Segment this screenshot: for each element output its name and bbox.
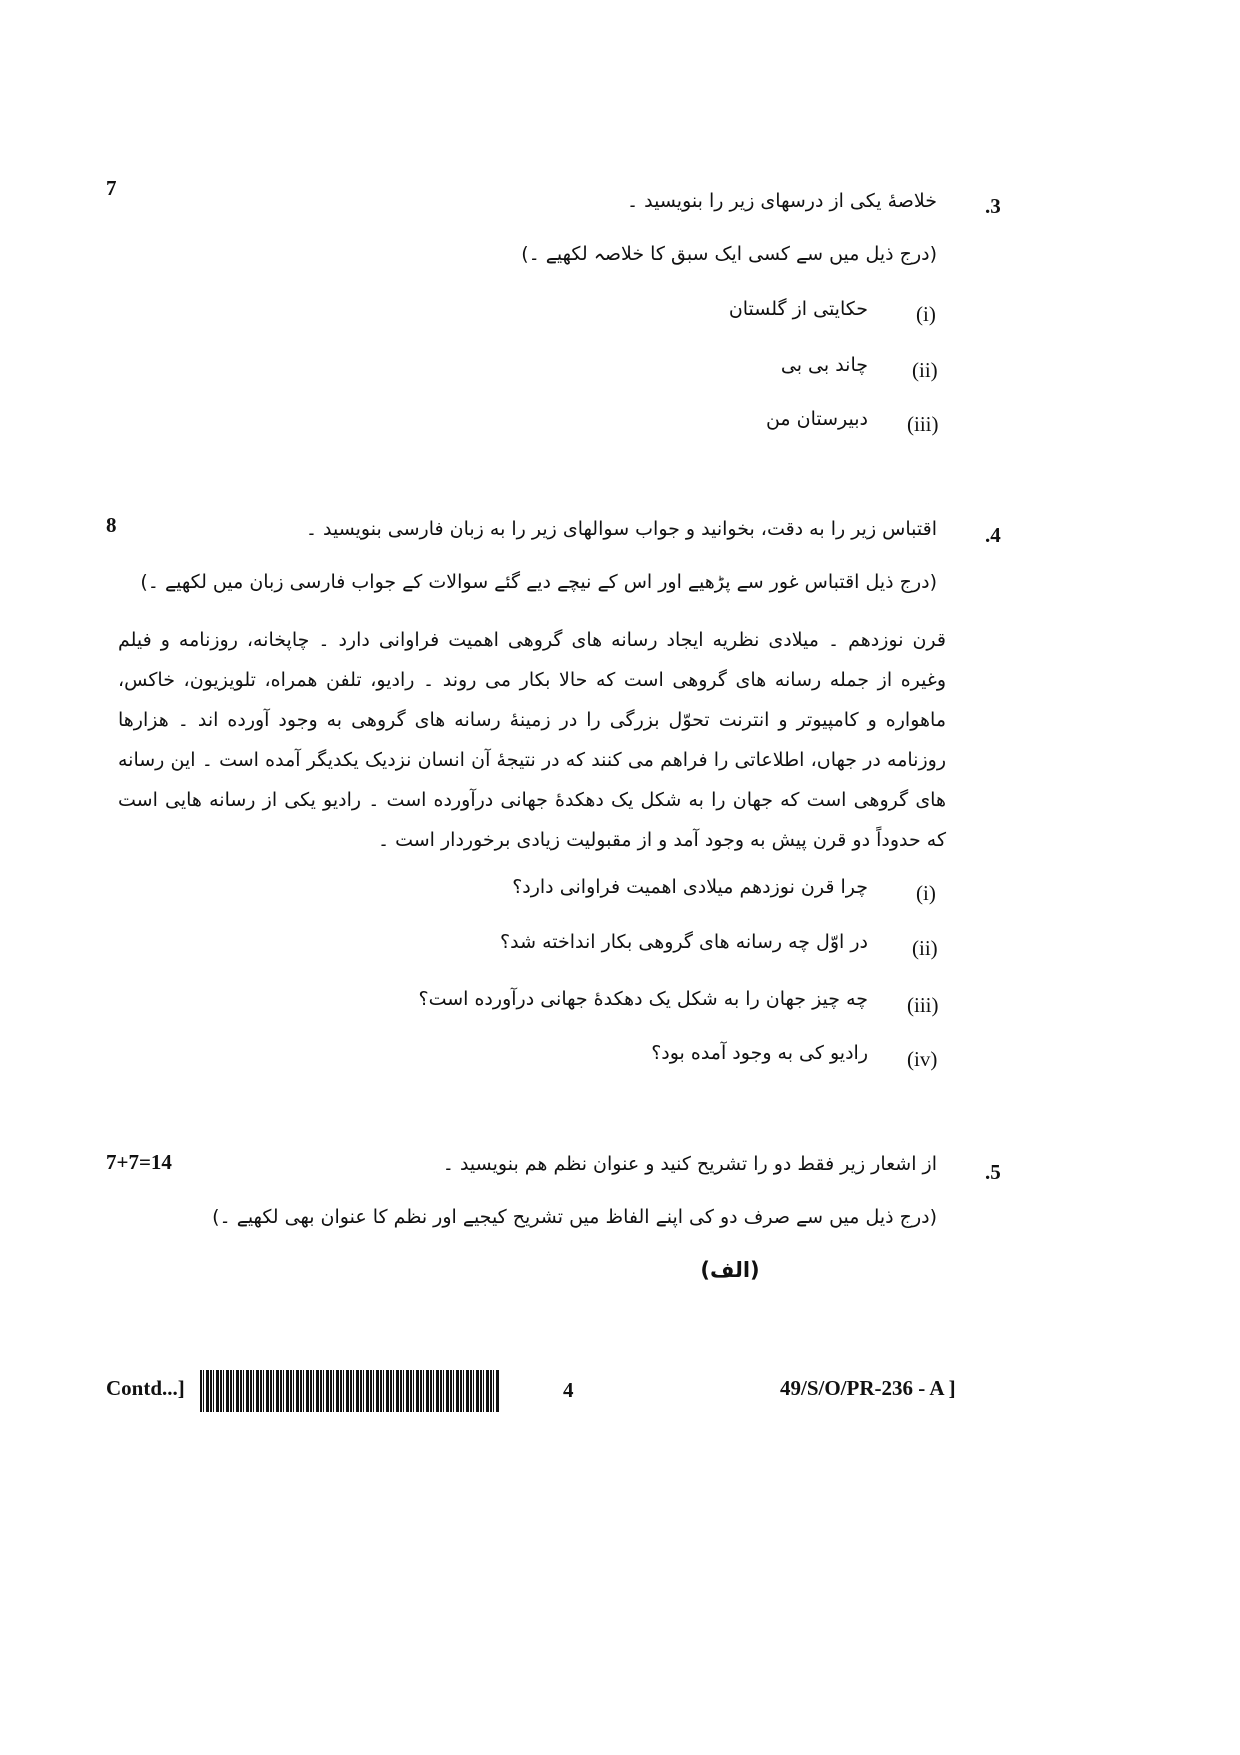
q3-instruction-urdu: (درج ذیل میں سے کسی ایک سبق کا خلاصہ لکھیے ۔) [521, 243, 937, 265]
q3-marks: 7 [106, 176, 117, 200]
q4-option-2-text: در اوّل چه رسانه های گروهی بکار انداخته شد؟ [500, 931, 868, 953]
q3-option-2-num: (ii) [912, 358, 938, 382]
q4-number: .4 [985, 523, 1001, 547]
q5-marks: 7+7=14 [106, 1150, 172, 1174]
q4-option-1-text: چرا قرن نوزدهم میلادی اهمیت فراوانی دارد؟ [512, 876, 868, 898]
q3-option-3-text: دبیرستان من [765, 408, 868, 430]
q4-option-4-text: رادیو کی به وجود آمده بود؟ [651, 1042, 868, 1064]
q5-instruction: از اشعار زیر فقط دو را تشریح کنید و عنوان نظم هم بنویسید ۔ [442, 1153, 937, 1175]
q5-section-heading: (الف) [700, 1258, 760, 1282]
q4-instruction-urdu: (درج ذیل اقتباس غور سے پڑھیے اور اس کے نیچے دیے گئے سوالات کے جواب فارسی زبان میں لکھیے ۔) [140, 571, 937, 593]
q3-option-2-text: چاند بی بی [780, 354, 868, 376]
q4-passage: قرن نوزدهم ۔ میلادی نظریه ایجاد رسانه های گروهی اهمیت فراوانی دارد ۔ چاپخانه، روزنامه و فیلم وغیره از جمله رسانه های گروهی است که حالا بکار می روند ۔ رادیو، تلفن همراه، تلویزیون، خاکس، ماهواره و کامپیوتر و انترنت تحوّل بزرگی را در زمینهٔ رسانه های گروهی به وجود آورده اند ۔ هزارها روزنامه در جهاں، اطلاعاتی را فراهم می کنند که در نتیجهٔ آن انسان نزدیک یکدیگر آمده است ۔ این رسانه های گروهی است که جهان را به شکل یک دهکدهٔ جهانی درآورده است ۔ رادیو یکی از رسانه هایی است که حدوداً دو قرن پیش به وجود آمد و از مقبولیت زیادی برخوردار است ۔ [118, 629, 946, 851]
q3-option-1-num: (i) [916, 302, 936, 326]
q4-option-3-text: چه چیز جهان را به شکل یک دهکدهٔ جهانی درآورده است؟ [418, 988, 868, 1010]
q3-number: .3 [985, 194, 1001, 218]
paper-code: 49/S/O/PR-236 - A ] [780, 1376, 956, 1400]
contd-label: Contd...] [106, 1376, 185, 1400]
q4-option-3-num: (iii) [907, 993, 939, 1017]
q3-instruction: خلاصهٔ یکی از درسهای زیر را بنویسید ۔ [626, 190, 937, 212]
q4-option-4-num: (iv) [907, 1047, 938, 1071]
q4-instruction: اقتباس زیر را به دقت، بخوانید و جواب سوالهای زیر را به زبان فارسی بنویسید ۔ [305, 518, 937, 540]
q4-option-2-num: (ii) [912, 936, 938, 960]
q5-instruction-urdu: (درج ذیل میں سے صرف دو کی اپنے الفاظ میں تشریح کیجیے اور نظم کا عنوان بھی لکھیے ۔) [212, 1206, 937, 1228]
q3-option-1-text: حکایتی از گلستان [728, 298, 868, 320]
barcode [200, 1370, 500, 1412]
q3-option-3-num: (iii) [907, 412, 939, 436]
page-number: 4 [563, 1378, 574, 1402]
q4-option-1-num: (i) [916, 881, 936, 905]
q4-marks: 8 [106, 513, 117, 537]
q5-number: .5 [985, 1160, 1001, 1184]
